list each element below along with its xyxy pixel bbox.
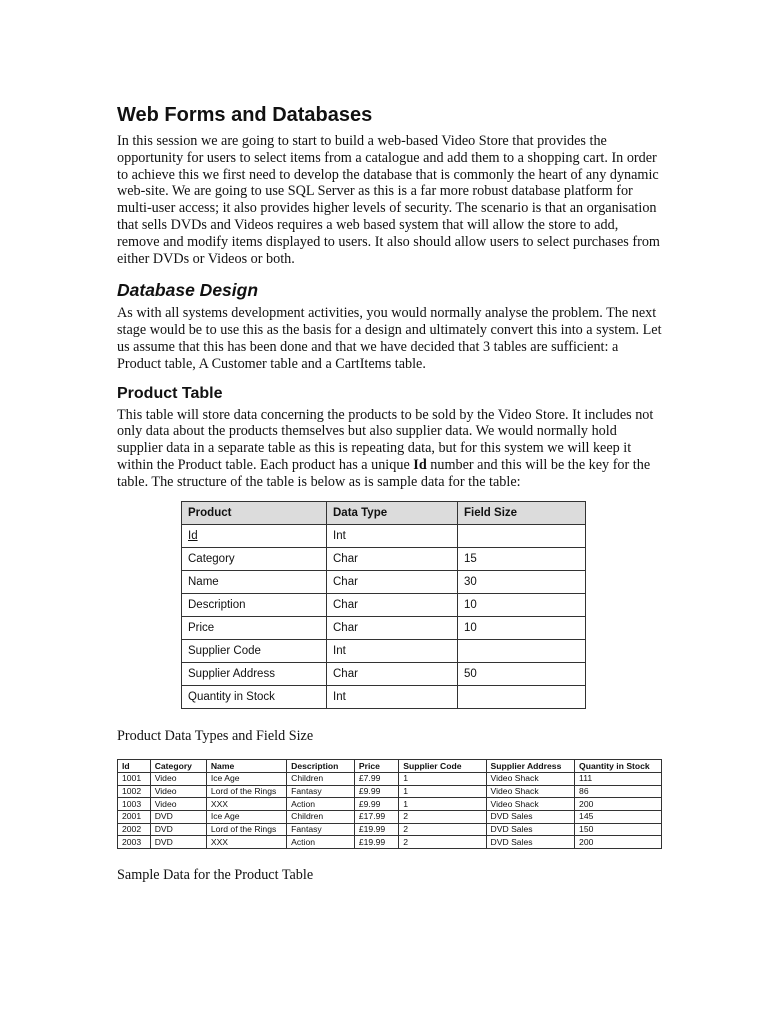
sample-cell: £17.99 [354,811,398,824]
sample-cell: 2003 [118,836,151,849]
structure-cell: Int [327,685,458,708]
structure-header-cell: Data Type [327,501,458,524]
structure-row [182,639,586,662]
sample-cell: 145 [575,811,662,824]
sample-cell: DVD Sales [486,823,575,836]
sample-cell: 2 [399,823,486,836]
sample-cell: Video Shack [486,798,575,811]
structure-cell [458,639,586,662]
sample-cell: 1002 [118,785,151,798]
structure-table [181,501,586,709]
sample-header-row [118,760,662,773]
structure-cell: Supplier Address [182,662,327,685]
sample-cell: Video [150,773,206,786]
sample-cell: Ice Age [206,811,286,824]
structure-cell: Char [327,547,458,570]
sample-row [118,785,662,798]
sample-cell: Video Shack [486,773,575,786]
structure-cell: Category [182,547,327,570]
sample-cell: 200 [575,836,662,849]
structure-row [182,593,586,616]
sample-row [118,823,662,836]
database-design-heading: Database Design [117,280,259,301]
sample-header-cell: Category [150,760,206,773]
product-text-after: number and this will be the key for the table. The structure of the table is below as is sample data for the table: [117,456,651,490]
sample-cell: DVD [150,823,206,836]
page-title: Web Forms and Databases [117,104,373,126]
structure-cell [458,524,586,547]
sample-cell: 1 [399,785,486,798]
sample-cell: £19.99 [354,836,398,849]
structure-cell [182,524,327,547]
sample-cell: DVD [150,811,206,824]
sample-cell: Ice Age [206,773,286,786]
structure-cell: 30 [458,570,586,593]
structure-cell: Quantity in Stock [182,685,327,708]
sample-cell: Lord of the Rings [206,785,286,798]
sample-row [118,773,662,786]
sample-cell: Children [287,773,355,786]
structure-cell: Int [327,639,458,662]
structure-header-cell: Field Size [458,501,586,524]
product-table-heading: Product Table [117,384,223,402]
sample-cell: Fantasy [287,823,355,836]
sample-cell: 1 [399,773,486,786]
structure-cell: Char [327,662,458,685]
sample-cell: £9.99 [354,785,398,798]
structure-cell: Int [327,524,458,547]
sample-cell: £9.99 [354,798,398,811]
key-field-name: Id [188,529,198,542]
sample-cell: 111 [575,773,662,786]
sample-cell: Lord of the Rings [206,823,286,836]
sample-cell: £19.99 [354,823,398,836]
structure-cell: Char [327,616,458,639]
intro-paragraph: In this session we are going to start to build a web-based Video Store that provides the opportunity for users to select items from a catalogue and add them to a shopping cart. In order to achieve this we first need to develop the database that is commonly the heart of any dynamic web-site. We are going to use SQL Server as this is a far more robust database platform for multi-user access; it also provides higher levels of security. The scenario is that an organisation that sells DVDs and Videos requires a web based system that will allow the store to add, remove and modify items displayed to users. It also should allow users to select purchases from either DVDs or Videos or both. [117,133,660,267]
sample-cell: 150 [575,823,662,836]
sample-cell: Action [287,798,355,811]
sample-cell: DVD Sales [486,811,575,824]
structure-cell: 10 [458,593,586,616]
sample-cell: 1001 [118,773,151,786]
sample-row [118,836,662,849]
sample-cell: Video [150,798,206,811]
sample-cell: 1003 [118,798,151,811]
structure-cell: 15 [458,547,586,570]
structure-cell: 50 [458,662,586,685]
sample-cell: Video Shack [486,785,575,798]
structure-cell: Supplier Code [182,639,327,662]
structure-header-row [182,501,586,524]
product-text-before: This table will store data concerning the products to be sold by the Video Store. It includes not only data about the products themselves but also supplier data. We would normally hold supplier data in a separate table as this is repeating data, but for this system we will keep it within the Product table. Each product has a unique [117,406,654,473]
product-table-paragraph [117,407,662,491]
sample-cell: Video [150,785,206,798]
sample-cell: 2002 [118,823,151,836]
structure-cell: Char [327,570,458,593]
structure-row [182,570,586,593]
product-text-bold: Id [413,456,427,473]
sample-cell: DVD Sales [486,836,575,849]
structure-cell: Char [327,593,458,616]
sample-header-cell: Supplier Address [486,760,575,773]
sample-cell: £7.99 [354,773,398,786]
sample-cell: XXX [206,798,286,811]
structure-cell: Price [182,616,327,639]
document-body [117,102,662,884]
sample-cell: 2001 [118,811,151,824]
structure-row [182,685,586,708]
structure-header-cell: Product [182,501,327,524]
sample-header-cell: Supplier Code [399,760,486,773]
sample-cell: Children [287,811,355,824]
sample-header-cell: Name [206,760,286,773]
sample-cell: 86 [575,785,662,798]
database-design-paragraph: As with all systems development activities, you would normally analyse the problem. The next stage would be to use this as the basis for a design and ultimately convert this into a system. Let us assume that this has been done and that we have decided that 3 tables are sufficient: a Product table, A Customer table and a CartItems table. [117,305,662,372]
sample-row [118,811,662,824]
structure-cell: Description [182,593,327,616]
sample-cell: 2 [399,811,486,824]
structure-cell: Name [182,570,327,593]
structure-cell: 10 [458,616,586,639]
structure-row [182,662,586,685]
sample-cell: DVD [150,836,206,849]
structure-caption: Product Data Types and Field Size [117,727,314,744]
sample-row [118,798,662,811]
sample-header-cell: Id [118,760,151,773]
sample-cell: 2 [399,836,486,849]
structure-row [182,547,586,570]
sample-data-table [117,759,662,849]
sample-cell: Action [287,836,355,849]
sample-cell: Fantasy [287,785,355,798]
structure-row [182,524,586,547]
sample-cell: 1 [399,798,486,811]
sample-header-cell: Description [287,760,355,773]
sample-cell: XXX [206,836,286,849]
sample-caption: Sample Data for the Product Table [117,867,314,884]
structure-cell [458,685,586,708]
sample-header-cell: Price [354,760,398,773]
sample-cell: 200 [575,798,662,811]
structure-row [182,616,586,639]
sample-header-cell: Quantity in Stock [575,760,662,773]
